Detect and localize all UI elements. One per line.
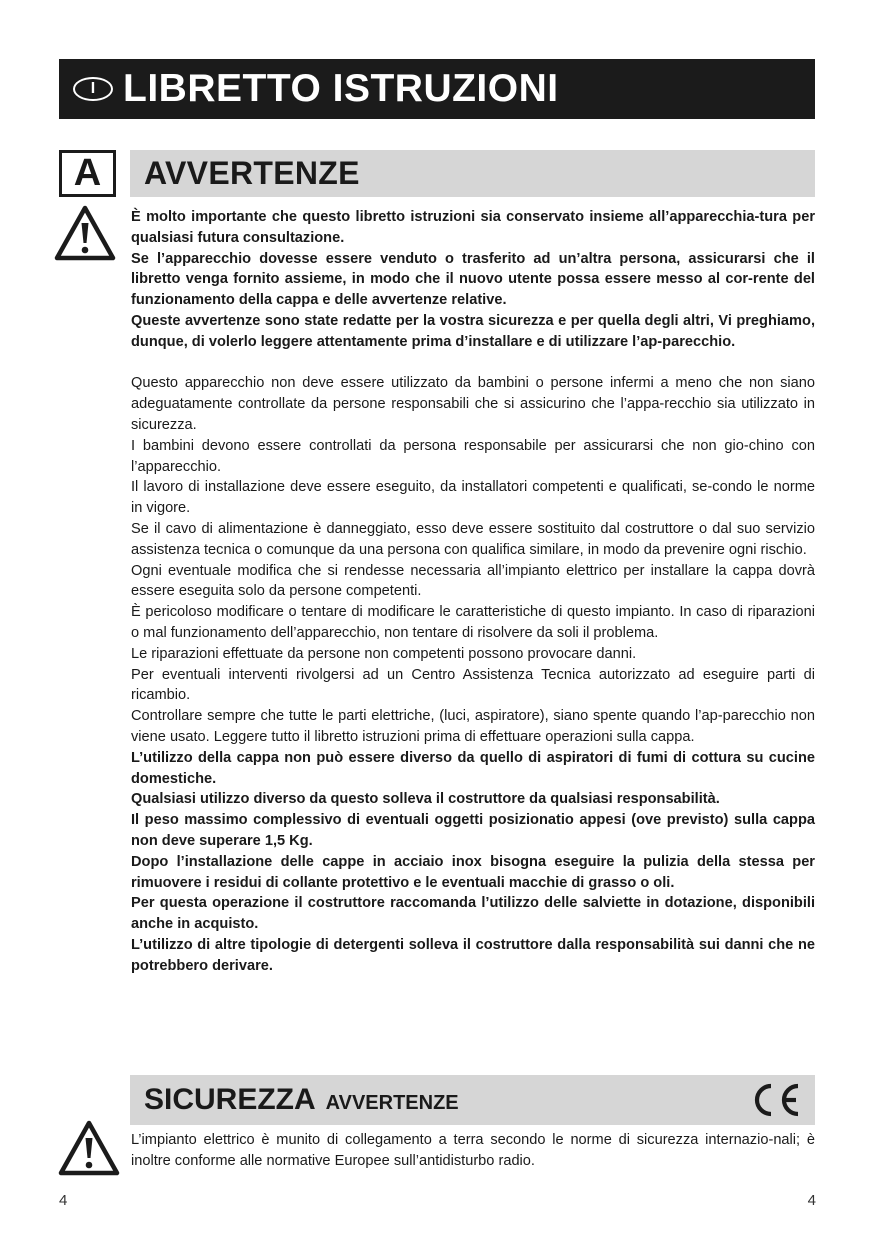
warning-triangle-icon bbox=[58, 1120, 120, 1176]
language-code: I bbox=[90, 80, 96, 97]
paragraph: Controllare sempre che tutte le parti elettriche, (luci, aspiratore), siano spente quando l’ap-parecchio non viene usato. Leggere tutto il libretto istruzioni prima di effettuare operazioni sulla cappa. bbox=[131, 708, 815, 745]
section-a-header bbox=[130, 150, 815, 197]
closing-paragraph: Dopo l’installazione delle cappe in acciaio inox bisogna eseguire la pulizia della stessa per rimuovere i residui di collante protettivo e le eventuali macchie di grasso o oli. bbox=[131, 853, 815, 891]
paragraph: Il lavoro di installazione deve essere eseguito, da installatori competenti e qualificati, se-condo le norme in vigore. bbox=[131, 479, 815, 517]
section-letter-box bbox=[59, 150, 116, 197]
paragraph: I bambini devono essere controllati da persona responsabile per assicurarsi che non gio-chino con l’apparecchio. bbox=[131, 437, 815, 475]
title-bar bbox=[59, 59, 815, 119]
paragraph: Ogni eventuale modifica che si rendesse necessaria all’impianto elettrico per installare la cappa dovrà essere eseguita solo da persone competenti. bbox=[131, 562, 815, 600]
paragraph: Per eventuali interventi rivolgersi ad un Centro Assistenza Tecnica autorizzato ad eseguire parti di ricambio. bbox=[131, 666, 815, 704]
page-title: LIBRETTO ISTRUZIONI bbox=[123, 67, 559, 110]
ce-mark-icon bbox=[745, 1081, 803, 1119]
closing-paragraph: Per questa operazione il costruttore raccomanda l’utilizzo delle salviette in dotazione, disponibili anche in acquisto. bbox=[131, 895, 815, 933]
section-a-title: AVVERTENZE bbox=[144, 155, 360, 191]
section-b-title: SICUREZZA bbox=[144, 1083, 316, 1116]
page-number-left: 4 bbox=[59, 1192, 68, 1209]
section-b-header bbox=[130, 1075, 815, 1125]
paragraph: Questo apparecchio non deve essere utilizzato da bambini o persone infermi a meno che non siano adeguatamente controllate da persone responsabili che si assicurino che l’appa-recchio sia utilizzato in sicurezza. bbox=[131, 375, 815, 433]
intro-paragraph: È molto importante che questo libretto istruzioni sia conservato insieme all’apparecchia-tura per qualsiasi futura consultazione. bbox=[131, 209, 815, 246]
closing-paragraph: L’utilizzo di altre tipologie di detergenti solleva il costruttore dalla responsabilità sui danni che ne potrebbero derivare. bbox=[131, 936, 815, 974]
language-badge bbox=[73, 77, 113, 101]
page-number-right: 4 bbox=[807, 1192, 816, 1209]
paragraph: È pericoloso modificare o tentare di modificare le caratteristiche di questo impianto. In caso di riparazioni o mal funzionamento dell’apparecchio, non tentare di risolvere da soli il problema. bbox=[131, 604, 815, 641]
paragraph-gap bbox=[131, 353, 815, 374]
paragraph: Le riparazioni effettuate da persone non competenti possono provocare danni. bbox=[131, 645, 637, 662]
section-b-subtitle: AVVERTENZE bbox=[325, 1091, 459, 1114]
safety-paragraph: L’impianto elettrico è munito di collegamento a terra secondo le norme di sicurezza internazio-nali; è inoltre conforme alle normative Europee sull’antidisturbo radio. bbox=[131, 1132, 815, 1169]
intro-paragraph: Queste avvertenze sono state redatte per la vostra sicurezza e per quella degli altri, Vi preghiamo, dunque, di volerlo leggere attentamente prima d’installare e di utilizzare l’ap-parecchio. bbox=[131, 312, 815, 350]
closing-paragraph: Qualsiasi utilizzo diverso da questo solleva il costruttore da qualsiasi responsabilità. bbox=[131, 791, 720, 808]
closing-paragraph: L’utilizzo della cappa non può essere diverso da quello di aspiratori di fumi di cottura su cucine domestiche. bbox=[131, 749, 815, 787]
section-a-body bbox=[131, 207, 815, 976]
closing-paragraph: Il peso massimo complessivo di eventuali oggetti posizionatio appesi (ove previsto) sulla cappa non deve superare 1,5 Kg. bbox=[131, 812, 815, 849]
warning-triangle-icon bbox=[54, 205, 116, 261]
section-b-body bbox=[131, 1130, 815, 1172]
paragraph: Se il cavo di alimentazione è danneggiato, esso deve essere sostituito dal costruttore o dal suo servizio assistenza tecnica o comunque da una persona con qualifica similare, in modo da prevenire ogni rischio. bbox=[131, 520, 815, 558]
intro-paragraph: Se l’apparecchio dovesse essere venduto o trasferito ad un’altra persona, assicurarsi che il libretto venga fornito assieme, in modo che il nuovo utente possa essere messo al cor-rente del funzionamento della cappa e delle avvertenze relative. bbox=[131, 250, 815, 309]
section-letter: A bbox=[73, 152, 102, 194]
